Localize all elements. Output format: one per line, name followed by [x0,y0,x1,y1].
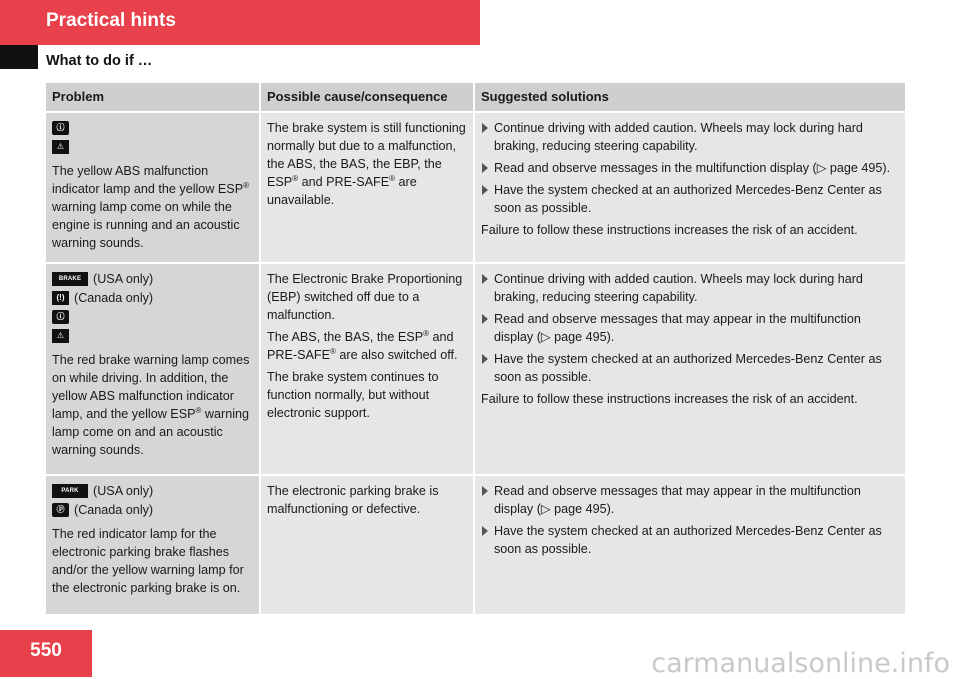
problem-description: The red brake warning lamp comes on while driving. In addition, the yellow ABS malfunction indicator lamp, and the yellow ESP® warning lamp come on and an acoustic warning sounds. [52,353,250,457]
solution-item: Read and observe messages that may appear in the multifunction display (▷ page 495). [481,310,899,346]
abs-warning-icon: ⓘ [52,310,69,324]
solution-cell [475,111,905,262]
cause-text: The Electronic Brake Proportioning (EBP) switched off due to a malfunction. [267,272,463,322]
icon-line [52,270,253,288]
brake-circle-warning-icon: (!) [52,291,69,305]
arrow-bullet-icon [482,314,488,324]
page-number: 550 [30,640,62,661]
problem-description: The red indicator lamp for the electronic parking brake flashes and/or the yellow warning lamp for the electronic parking brake is on. [52,527,244,595]
header-problem: Problem [46,83,261,111]
solution-item: Read and observe messages that may appear in the multifunction display (▷ page 495). [481,482,899,518]
icon-line [52,138,253,156]
icon-line [52,482,253,500]
icon-line [52,289,253,307]
park-circle-icon: Ⓟ [52,503,69,517]
problem-cell [46,111,261,262]
table-row [46,262,905,474]
arrow-bullet-icon [482,274,488,284]
problem-cell [46,474,261,614]
solution-item: Have the system checked at an authorized Mercedes-Benz Center as soon as possible. [481,181,899,217]
arrow-bullet-icon [482,526,488,536]
arrow-bullet-icon [482,486,488,496]
icon-line [52,501,253,519]
solution-item: Have the system checked at an authorized Mercedes-Benz Center as soon as possible. [481,350,899,386]
icon-line [52,327,253,345]
cause-cell [261,262,475,474]
solution-item: Continue driving with added caution. Wheels may lock during hard braking, reducing steering capability. [481,119,899,155]
icon-line [52,308,253,326]
table-row [46,474,905,614]
solution-item: Have the system checked at an authorized Mercedes-Benz Center as soon as possible. [481,522,899,558]
watermark: carmanualsonline.info [651,648,950,679]
icon-region-label: (USA only) [93,272,154,286]
header-cause: Possible cause/consequence [261,83,475,111]
esp-warning-triangle-icon: ⚠ [52,140,69,154]
header-tab-marker [0,45,38,69]
solution-cell [475,262,905,474]
cause-text: The electronic parking brake is malfunctioning or defective. [267,484,439,516]
abs-warning-icon: ⓘ [52,121,69,135]
risk-note: Failure to follow these instructions increases the risk of an accident. [481,392,858,406]
esp-warning-triangle-icon: ⚠ [52,329,69,343]
problem-description: The yellow ABS malfunction indicator lamp and the yellow ESP® warning lamp come on while the engine is running and an acoustic warning sounds. [52,164,250,250]
header-solutions: Suggested solutions [475,83,905,111]
page-subtitle: What to do if … [46,53,153,69]
cause-text: The brake system is still functioning normally but due to a malfunction, the ABS, the BAS, the EBP, the ESP® and PRE-SAFE® are unavailable. [267,121,466,207]
arrow-bullet-icon [482,185,488,195]
solution-item: Continue driving with added caution. Wheels may lock during hard braking, reducing steering capability. [481,270,899,306]
table-header-row [46,83,905,111]
park-brake-warning-icon: PARK [52,484,88,498]
cause-cell [261,474,475,614]
arrow-bullet-icon [482,123,488,133]
problem-cell [46,262,261,474]
cause-text: The ABS, the BAS, the ESP® and PRE-SAFE® are also switched off. [267,328,458,362]
arrow-bullet-icon [482,163,488,173]
table-row [46,111,905,262]
cause-text: The brake system continues to function normally, but without electronic support. [267,370,439,420]
brake-warning-icon: BRAKE [52,272,88,286]
icon-region-label: (Canada only) [74,503,154,517]
solution-cell [475,474,905,614]
icon-region-label: (Canada only) [74,291,154,305]
icon-line [52,119,253,137]
arrow-bullet-icon [482,354,488,364]
troubleshooting-table [46,83,905,614]
icon-region-label: (USA only) [93,484,154,498]
risk-note: Failure to follow these instructions increases the risk of an accident. [481,223,858,237]
cause-cell [261,111,475,262]
section-title: Practical hints [46,10,176,31]
solution-item: Read and observe messages in the multifunction display (▷ page 495). [481,159,899,177]
